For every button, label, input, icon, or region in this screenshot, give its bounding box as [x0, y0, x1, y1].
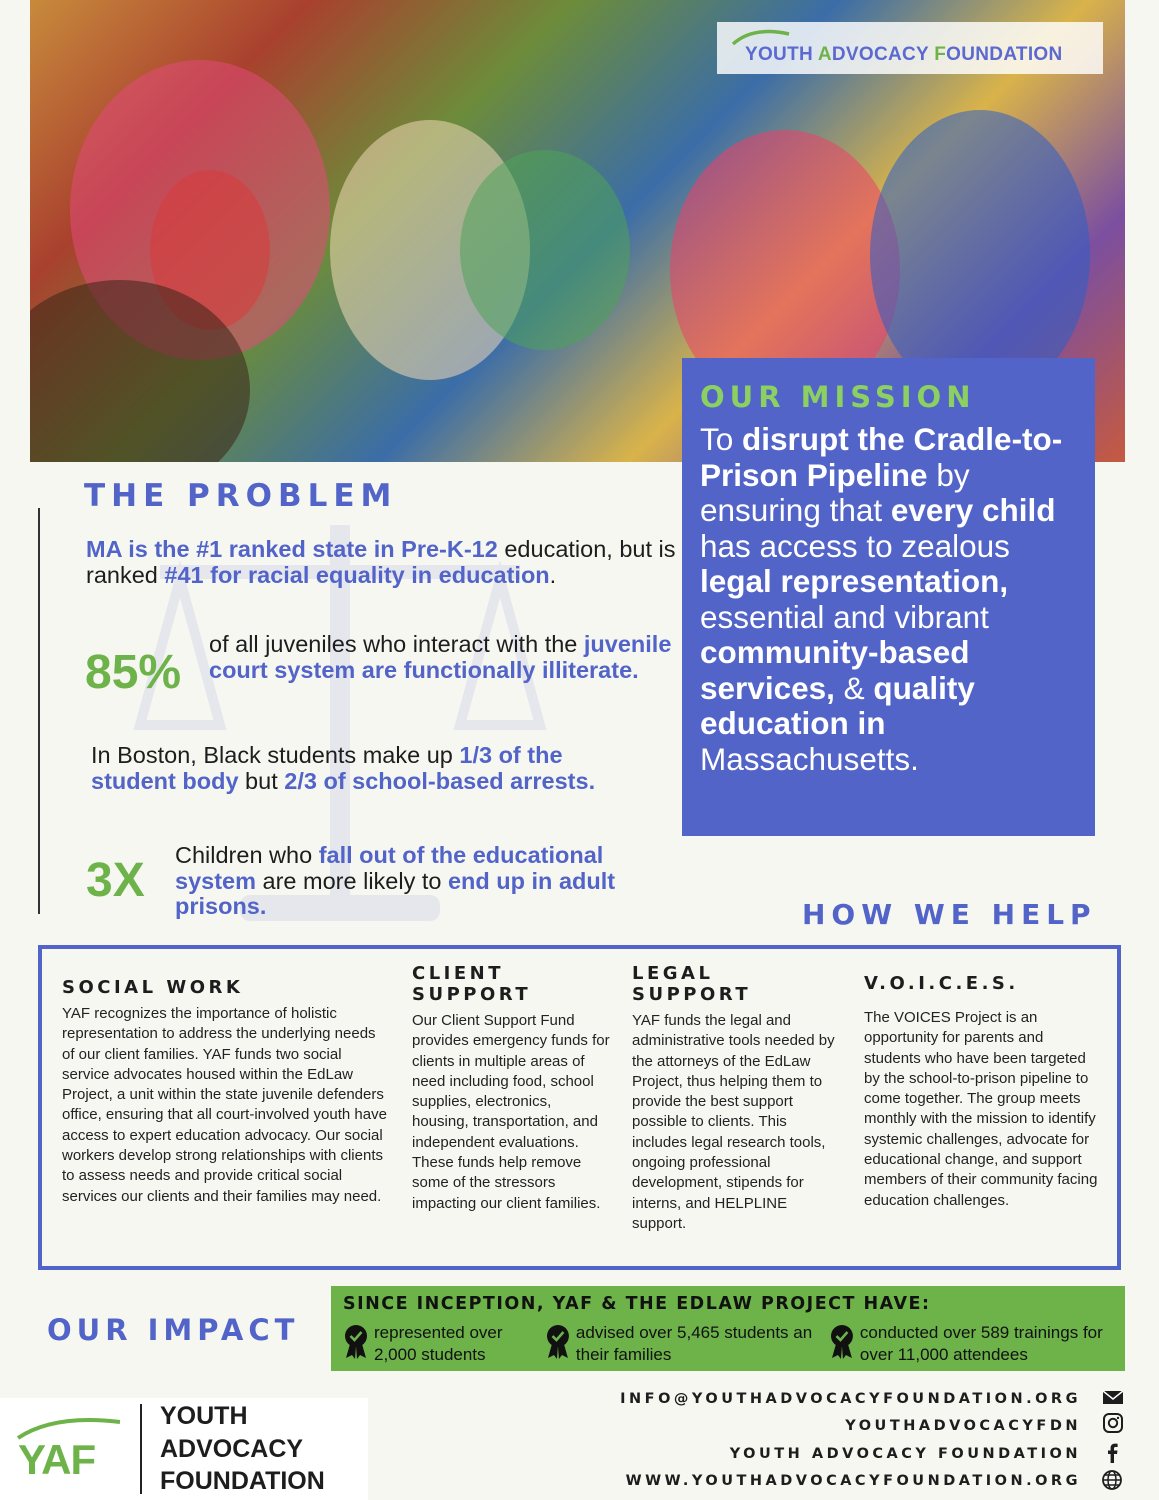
facebook-icon [1101, 1442, 1125, 1464]
logo-text: YOUTH ADVOCACY FOUNDATION [745, 44, 1063, 65]
logo-mark: YAF [18, 1436, 96, 1483]
help-column-legal-support [632, 963, 842, 1234]
help-column-voices [864, 973, 1099, 1211]
mail-icon [1101, 1386, 1125, 1408]
contact-website[interactable]: WWW.YOUTHADVOCACYFOUNDATION.ORG [625, 1473, 1081, 1489]
help-column-title: LEGAL SUPPORT [632, 963, 752, 1005]
header-logo [717, 22, 1103, 74]
award-badge-icon [829, 1324, 855, 1360]
footer-logo [0, 1398, 368, 1500]
mission-panel [682, 358, 1095, 836]
mission-title: OUR MISSION [700, 380, 976, 414]
impact-heading: SINCE INCEPTION, YAF & THE EDLAW PROJECT HAVE: [343, 1294, 931, 1314]
problem-stat-ranking: MA is the #1 ranked state in Pre-K-12 education, but is ranked #41 for racial equality in education. [86, 536, 676, 588]
stat-85-percent: 85% [85, 646, 182, 699]
instagram-icon [1101, 1413, 1125, 1435]
mission-statement: To disrupt the Cradle-to-Prison Pipeline by ensuring that every child has access to zealous legal representation, essential and vibrant community-based services, & quality education in Massachusetts. [700, 421, 1063, 777]
help-column-body: Our Client Support Fund provides emergency funds for clients in multiple areas of need including food, school supplies, electronics, housing, transportation, and independent evaluations. These funds help remove some of the stressors impacting our client families. [412, 1012, 610, 1212]
help-panel [38, 945, 1121, 1270]
contact-email[interactable]: INFO@YOUTHADVOCACYFOUNDATION.ORG [620, 1391, 1081, 1407]
help-column-body: YAF recognizes the importance of holistic representation to address the underlying needs of our client families. YAF funds two social service advocates housed within the EdLaw Project, a unit within the state juvenile defenders office, ensuring that all court-involved youth have access to expert education advocacy. Our social workers develop strong relationships with clients to assess needs and provide critical social services our clients and their families may need. [62, 1005, 387, 1205]
help-title: HOW WE HELP [802, 898, 1097, 931]
help-column-title: SOCIAL WORK [62, 977, 244, 998]
award-badge-icon [545, 1324, 571, 1360]
contact-instagram[interactable]: YOUTHADVOCACYFDN [845, 1418, 1081, 1434]
impact-stat: represented over 2,000 students [343, 1322, 543, 1365]
problem-stat-boston: In Boston, Black students make up 1/3 of the student body but 2/3 of school-based arrests. [91, 742, 596, 794]
contact-facebook[interactable]: YOUTH ADVOCACY FOUNDATION [729, 1446, 1081, 1462]
help-column-body: YAF funds the legal and administrative tools needed by the attorneys of the EdLaw Project, thus helping them to provide the best support possible to clients. This includes legal research tools, ongoing professional development, stipends for interns, and HELPLINE support. [632, 1012, 835, 1232]
help-column-social-work [62, 977, 392, 1207]
help-column-title: V.O.I.C.E.S. [864, 973, 1019, 994]
impact-title: OUR IMPACT [47, 1313, 300, 1347]
impact-panel [331, 1286, 1125, 1371]
problem-title: THE PROBLEM [84, 478, 398, 514]
logo-name: YOUTH ADVOCACY FOUNDATION [160, 1402, 325, 1495]
problem-stat-illiteracy: of all juveniles who interact with the juvenile court system are functionally illiterate. [209, 631, 672, 683]
impact-stat: advised over 5,465 students an their families [545, 1322, 825, 1365]
help-column-client-support [412, 963, 612, 1214]
divider-line [38, 508, 40, 914]
help-column-body: The VOICES Project is an opportunity for parents and students who have been targeted by the school-to-prison pipeline to come together. The group meets monthly with the mission to identify systemic challenges, advocate for educational change, and support members of their community facing education challenges. [864, 1009, 1098, 1209]
stat-3x: 3X [86, 854, 145, 907]
problem-stat-prison: Children who fall out of the educational system are more likely to end up in adult prisons. [175, 842, 616, 919]
impact-stat: conducted over 589 trainings for over 11,000 attendees [829, 1322, 1121, 1365]
logo-divider [140, 1404, 142, 1494]
globe-icon [1101, 1469, 1125, 1491]
help-column-title: CLIENT SUPPORT [412, 963, 532, 1005]
award-badge-icon [343, 1324, 369, 1360]
